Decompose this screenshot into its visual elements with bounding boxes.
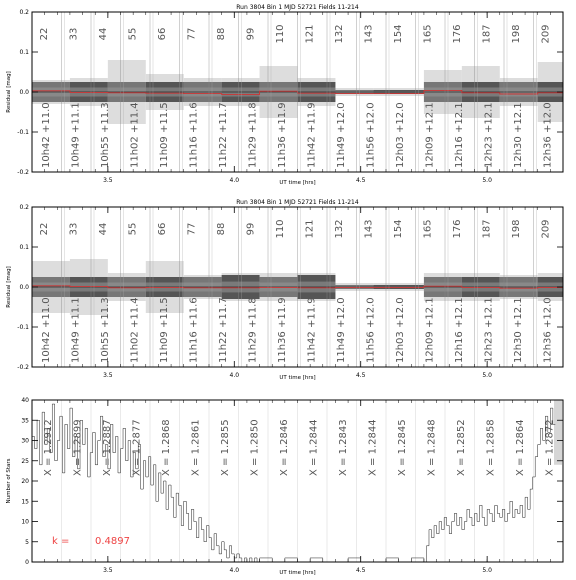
field-number-label: 99 — [245, 222, 257, 236]
airmass-label: X = 1.2850 — [249, 419, 261, 476]
x-tick-label: 4.5 — [355, 567, 366, 574]
field-number-label: 110 — [274, 219, 286, 239]
field-number-label: 165 — [422, 219, 434, 239]
y-tick-label: -0.2 — [17, 169, 29, 176]
airmass-label: X = 1.2912 — [42, 419, 54, 476]
field-number-label: 121 — [304, 24, 316, 44]
y-tick-label: 20 — [21, 478, 29, 485]
field-time-label: 10h49 +11.1 — [70, 102, 82, 168]
x-axis-label: UT time [hrs] — [279, 570, 316, 576]
field-time-label: 11h02 +11.4 — [129, 297, 141, 363]
x-tick-label: 3.5 — [103, 177, 113, 184]
k-label: k = — [52, 536, 70, 547]
field-time-label: 10h55 +11.3 — [99, 102, 111, 168]
field-number-label: 88 — [215, 222, 227, 236]
field-time-label: 11h49 +12.0 — [335, 297, 347, 363]
airmass-label: X = 1.2872 — [544, 419, 556, 476]
field-time-label: 11h42 +11.9 — [306, 102, 318, 168]
residual-panel-1 — [32, 207, 563, 367]
y-axis-label: Number of Stars — [6, 458, 12, 504]
airmass-label: X = 1.2868 — [160, 419, 172, 476]
y-tick-label: 5 — [25, 538, 29, 546]
y-tick-label: 0.2 — [19, 9, 29, 16]
field-number-label: 198 — [510, 219, 522, 239]
field-number-label: 198 — [510, 24, 522, 44]
field-number-label: 44 — [97, 27, 109, 41]
field-time-label: 10h55 +11.3 — [99, 297, 111, 363]
field-time-label: 10h49 +11.1 — [70, 297, 82, 363]
field-time-label: 11h36 +11.9 — [276, 102, 288, 168]
field-time-label: 12h16 +12.1 — [453, 297, 465, 363]
histogram-panel — [32, 400, 561, 562]
field-time-label: 11h16 +11.6 — [188, 102, 200, 168]
y-tick-label: 0.2 — [19, 204, 29, 211]
residual-panel-0 — [32, 12, 563, 172]
airmass-label: X = 1.2844 — [367, 419, 379, 476]
field-number-label: 66 — [156, 222, 168, 236]
airmass-label: X = 1.2855 — [219, 419, 231, 476]
field-number-label: 22 — [38, 222, 50, 236]
airmass-label: X = 1.2861 — [190, 419, 202, 476]
airmass-label: X = 1.2887 — [101, 419, 113, 476]
field-number-label: 110 — [274, 24, 286, 44]
field-time-label: 11h42 +11.9 — [306, 297, 318, 363]
field-time-label: 12h09 +12.1 — [424, 297, 436, 363]
y-tick-label: 15 — [21, 498, 29, 506]
field-time-label: 12h36 +12.0 — [542, 297, 554, 363]
field-time-label: 11h09 +11.5 — [158, 102, 170, 168]
airmass-label: X = 1.2845 — [396, 419, 408, 476]
field-number-label: 165 — [422, 24, 434, 44]
field-time-label: 12h09 +12.1 — [424, 102, 436, 168]
field-time-label: 11h22 +11.7 — [217, 297, 229, 363]
field-number-label: 66 — [156, 27, 168, 41]
y-tick-label: 0.1 — [19, 49, 29, 56]
x-tick-label: 4.5 — [355, 177, 366, 184]
x-tick-label: 3.5 — [103, 372, 113, 379]
x-axis-label: UT time [hrs] — [279, 375, 316, 381]
y-tick-label: -0.2 — [17, 364, 29, 371]
x-tick-label: 3.5 — [103, 567, 113, 574]
field-time-label: 11h56 +12.0 — [365, 297, 377, 363]
y-tick-label: 0 — [25, 559, 29, 566]
field-time-label: 11h56 +12.0 — [365, 102, 377, 168]
field-number-label: 143 — [363, 24, 375, 44]
y-tick-label: 40 — [21, 397, 29, 404]
field-number-label: 154 — [392, 24, 404, 44]
field-time-label: 12h36 +12.0 — [542, 102, 554, 168]
field-number-label: 55 — [127, 27, 139, 41]
field-number-label: 187 — [481, 24, 493, 44]
y-tick-label: -0.1 — [17, 129, 29, 136]
field-number-label: 33 — [68, 222, 80, 236]
field-number-label: 77 — [186, 27, 198, 41]
y-tick-label: 25 — [21, 457, 29, 465]
field-time-label: 11h36 +11.9 — [276, 297, 288, 363]
y-tick-label: 0.1 — [19, 244, 29, 251]
field-number-label: 187 — [481, 219, 493, 239]
x-tick-label: 4.0 — [229, 372, 240, 379]
field-number-label: 154 — [392, 219, 404, 239]
field-time-label: 10h42 +11.0 — [40, 297, 52, 363]
field-number-label: 88 — [215, 27, 227, 41]
field-number-label: 22 — [38, 27, 50, 41]
field-time-label: 11h22 +11.7 — [217, 102, 229, 168]
field-time-label: 11h16 +11.6 — [188, 297, 200, 363]
x-tick-label: 5.0 — [482, 567, 492, 574]
field-time-label: 12h30 +12.1 — [512, 297, 524, 363]
y-tick-label: 30 — [21, 437, 29, 445]
y-tick-label: 10 — [21, 518, 29, 526]
field-number-label: 209 — [540, 219, 552, 239]
field-time-label: 11h29 +11.8 — [247, 102, 259, 168]
field-number-label: 176 — [451, 24, 463, 44]
field-number-label: 55 — [127, 222, 139, 236]
x-tick-label: 5.0 — [482, 372, 492, 379]
field-time-label: 11h49 +12.0 — [335, 102, 347, 168]
field-time-label: 11h29 +11.8 — [247, 297, 259, 363]
airmass-label: X = 1.2899 — [72, 419, 84, 476]
field-number-label: 99 — [245, 27, 257, 41]
field-time-label: 12h30 +12.1 — [512, 102, 524, 168]
chart-title: Run 3804 Bin 1 MJD 52721 Fields 11-214 — [236, 199, 359, 206]
x-tick-label: 4.0 — [229, 567, 240, 574]
field-number-label: 33 — [68, 27, 80, 41]
field-time-label: 11h02 +11.4 — [129, 102, 141, 168]
field-time-label: 12h03 +12.0 — [394, 297, 406, 363]
airmass-label: X = 1.2848 — [426, 419, 438, 476]
chart-title: Run 3804 Bin 1 MJD 52721 Fields 11-214 — [236, 4, 359, 11]
field-time-label: 12h03 +12.0 — [394, 102, 406, 168]
field-number-label: 209 — [540, 24, 552, 44]
airmass-label: X = 1.2846 — [278, 419, 290, 476]
x-tick-label: 5.0 — [482, 177, 492, 184]
field-number-label: 44 — [97, 222, 109, 236]
airmass-label: X = 1.2852 — [455, 419, 467, 476]
x-tick-label: 4.0 — [229, 177, 240, 184]
field-time-label: 12h23 +12.1 — [483, 297, 495, 363]
field-number-label: 132 — [333, 219, 345, 239]
y-tick-label: 0.0 — [19, 89, 29, 96]
airmass-label: X = 1.2843 — [337, 419, 349, 476]
field-number-label: 143 — [363, 219, 375, 239]
field-time-label: 10h42 +11.0 — [40, 102, 52, 168]
y-tick-label: -0.1 — [17, 324, 29, 331]
field-number-label: 121 — [304, 219, 316, 239]
airmass-label: X = 1.2877 — [131, 419, 143, 476]
k-value: 0.4897 — [95, 536, 130, 547]
airmass-label: X = 1.2858 — [485, 419, 497, 476]
field-number-label: 132 — [333, 24, 345, 44]
y-tick-label: 0.0 — [19, 284, 29, 291]
y-axis-label: Residual [mag] — [6, 71, 12, 113]
x-axis-label: UT time [hrs] — [279, 180, 316, 186]
y-tick-label: 35 — [21, 417, 29, 425]
airmass-label: X = 1.2864 — [514, 419, 526, 476]
field-time-label: 12h23 +12.1 — [483, 102, 495, 168]
airmass-label: X = 1.2844 — [308, 419, 320, 476]
field-time-label: 11h09 +11.5 — [158, 297, 170, 363]
x-tick-label: 4.5 — [355, 372, 366, 379]
field-number-label: 77 — [186, 222, 198, 236]
field-time-label: 12h16 +12.1 — [453, 102, 465, 168]
y-axis-label: Residual [mag] — [6, 266, 12, 308]
field-number-label: 176 — [451, 219, 463, 239]
